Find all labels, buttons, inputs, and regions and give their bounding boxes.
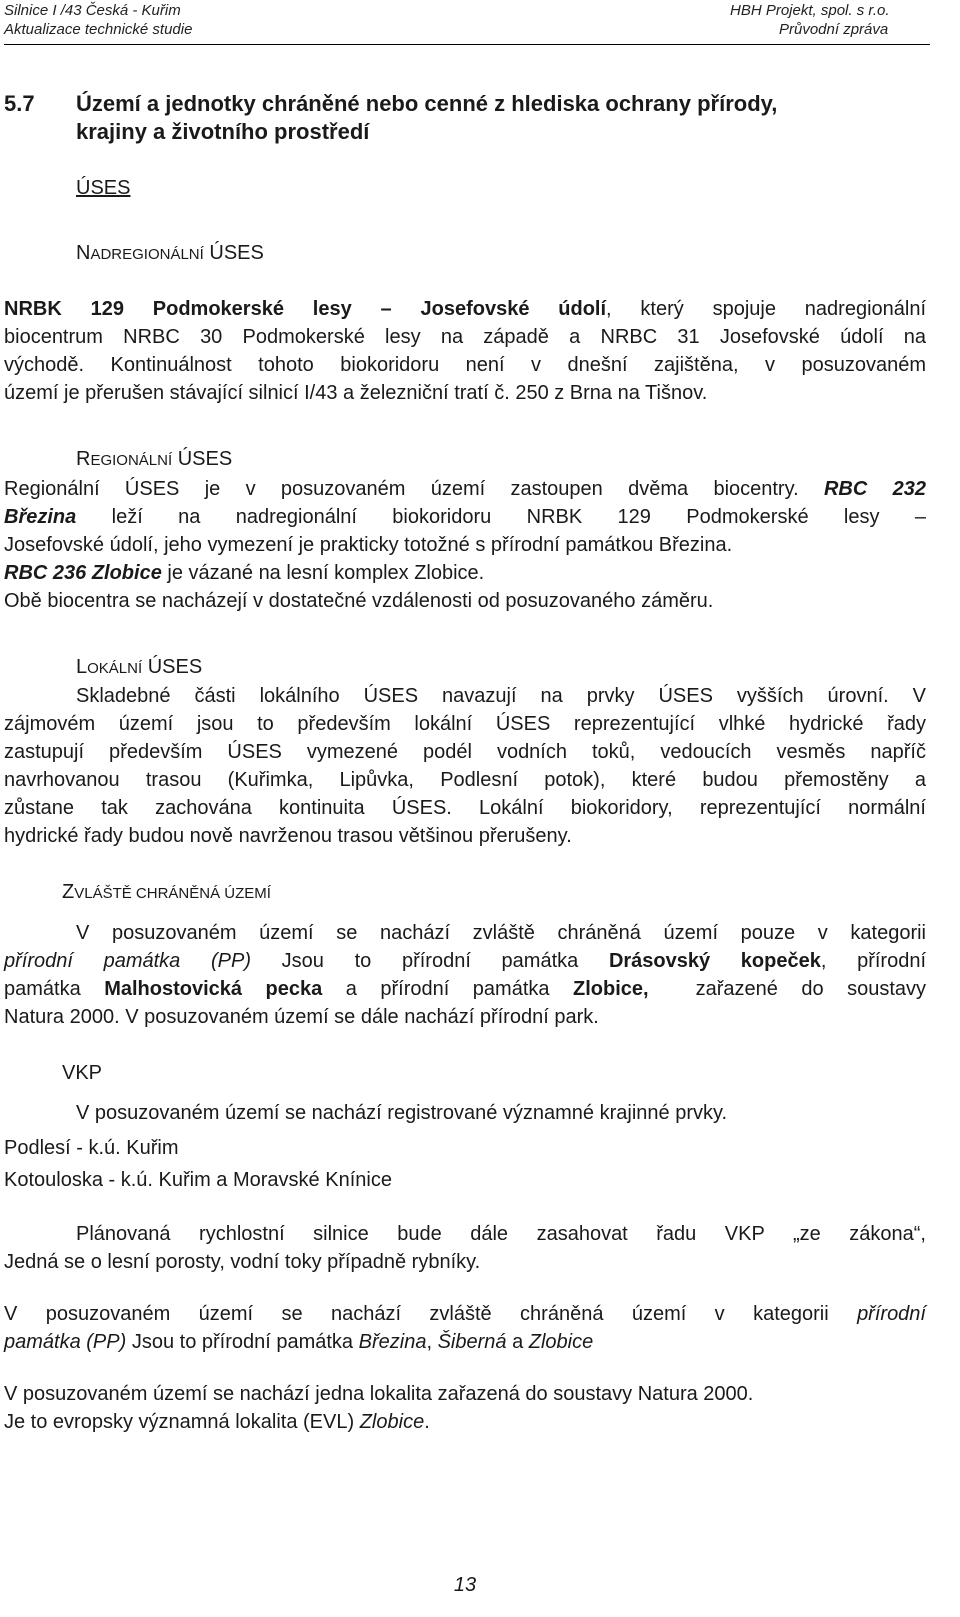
zvlaste-heading: ZVLÁŠTĚ CHRÁNĚNÁ ÚZEMÍ xyxy=(62,881,271,903)
header-left-line2: Aktualizace technické studie xyxy=(4,21,193,38)
section-number: 5.7 xyxy=(4,91,35,116)
nadregionalni-line4: území je přerušen stávající silnicí I/43 a železniční tratí č. 250 z Brna na Tišnov. xyxy=(4,382,708,404)
zvlaste-line1: V posuzovaném území se nachází zvláště chráněná území pouze v kategorii xyxy=(76,922,926,944)
section-title-line2: krajiny a životního prostředí xyxy=(76,119,370,144)
header-right-line1: HBH Projekt, spol. s r.o. xyxy=(730,2,890,19)
lokalni-line5: zůstane tak zachována kontinuita ÚSES. Lokální biokoridory, reprezentující normální xyxy=(4,797,926,819)
regionalni-line3: Josefovské údolí, jeho vymezení je prakticky totožné s přírodní památkou Březina. xyxy=(4,534,733,556)
zvlaste-line3: památka Malhostovická pecka a přírodní památka Zlobice, zařazené do soustavy xyxy=(4,978,927,1000)
lokalni-line6: hydrické řady budou nově navrženou trasou většinou přerušeny. xyxy=(4,825,572,847)
closing-p2-line1: V posuzovaném území se nachází jedna lokalita zařazená do soustavy Natura 2000. xyxy=(4,1383,754,1405)
closing-p2-line2: Je to evropsky významná lokalita (EVL) Zlobice. xyxy=(4,1411,430,1433)
uses-heading: ÚSES xyxy=(76,177,131,199)
nadregionalni-heading: NADREGIONÁLNÍ ÚSES xyxy=(76,242,264,264)
vkp-line2: Podlesí - k.ú. Kuřim xyxy=(4,1137,179,1159)
section-title-line1: Území a jednotky chráněné nebo cenné z hlediska ochrany přírody, xyxy=(76,91,778,116)
regionalni-heading: REGIONÁLNÍ ÚSES xyxy=(76,448,233,470)
header-right-line2: Průvodní zpráva xyxy=(779,21,889,38)
lokalni-line4: navrhovanou trasou (Kuřimka, Lipůvka, Podlesní potok), které budou přemostěny a xyxy=(4,769,926,791)
lokalni-line2: zájmovém území jsou to především lokální ÚSES reprezentující vlhké hydrické řady xyxy=(4,713,926,735)
closing-p1-line2: památka (PP) Jsou to přírodní památka Březina, Šiberná a Zlobice xyxy=(4,1331,594,1353)
zvlaste-line2: přírodní památka (PP) Jsou to přírodní památka Drásovský kopeček, přírodní xyxy=(4,950,927,972)
regionalni-line2: Březina leží na nadregionální biokoridoru NRBK 129 Podmokerské lesy – xyxy=(4,506,926,528)
nadregionalni-line3: východě. Kontinuálnost tohoto biokoridoru není v dnešní zajištěna, v posuzovaném xyxy=(4,354,926,376)
vkp-line1: V posuzovaném území se nachází registrované významné krajinné prvky. xyxy=(76,1102,728,1124)
header-left-line1: Silnice I /43 Česká - Kuřim xyxy=(4,2,181,19)
zvlaste-line4: Natura 2000. V posuzovaném území se dále nachází přírodní park. xyxy=(4,1006,599,1028)
vkp-heading: VKP xyxy=(62,1062,103,1084)
regionalni-line4: RBC 236 Zlobice je vázané na lesní komplex Zlobice. xyxy=(4,562,485,584)
lokalni-heading: LOKÁLNÍ ÚSES xyxy=(76,656,203,678)
nadregionalni-line1: NRBK 129 Podmokerské lesy – Josefovské údolí, který spojuje nadregionální xyxy=(4,298,926,320)
regionalni-line1: Regionální ÚSES je v posuzovaném území zastoupen dvěma biocentry. RBC 232 xyxy=(4,478,926,500)
nadregionalni-line2: biocentrum NRBC 30 Podmokerské lesy na západě a NRBC 31 Josefovské údolí na xyxy=(4,326,926,348)
header-rule xyxy=(4,44,930,45)
vkp-line3: Kotouloska - k.ú. Kuřim a Moravské Knínice xyxy=(4,1169,392,1191)
lokalni-line3: zastupují především ÚSES vymezené podél vodních toků, vedoucích vesměs napříč xyxy=(4,741,926,763)
page-number: 13 xyxy=(453,1574,477,1596)
vkp-line4: Plánovaná rychlostní silnice bude dále zasahovat řadu VKP „ze zákona“, xyxy=(76,1223,926,1245)
closing-p1-line1: V posuzovaném území se nachází zvláště chráněná území v kategorii přírodní xyxy=(4,1303,926,1325)
lokalni-line1: Skladebné části lokálního ÚSES navazují na prvky ÚSES vyšších úrovní. V xyxy=(76,685,926,707)
regionalni-line5: Obě biocentra se nacházejí v dostatečné vzdálenosti od posuzovaného záměru. xyxy=(4,590,714,612)
vkp-line5: Jedná se o lesní porosty, vodní toky případně rybníky. xyxy=(4,1251,481,1273)
